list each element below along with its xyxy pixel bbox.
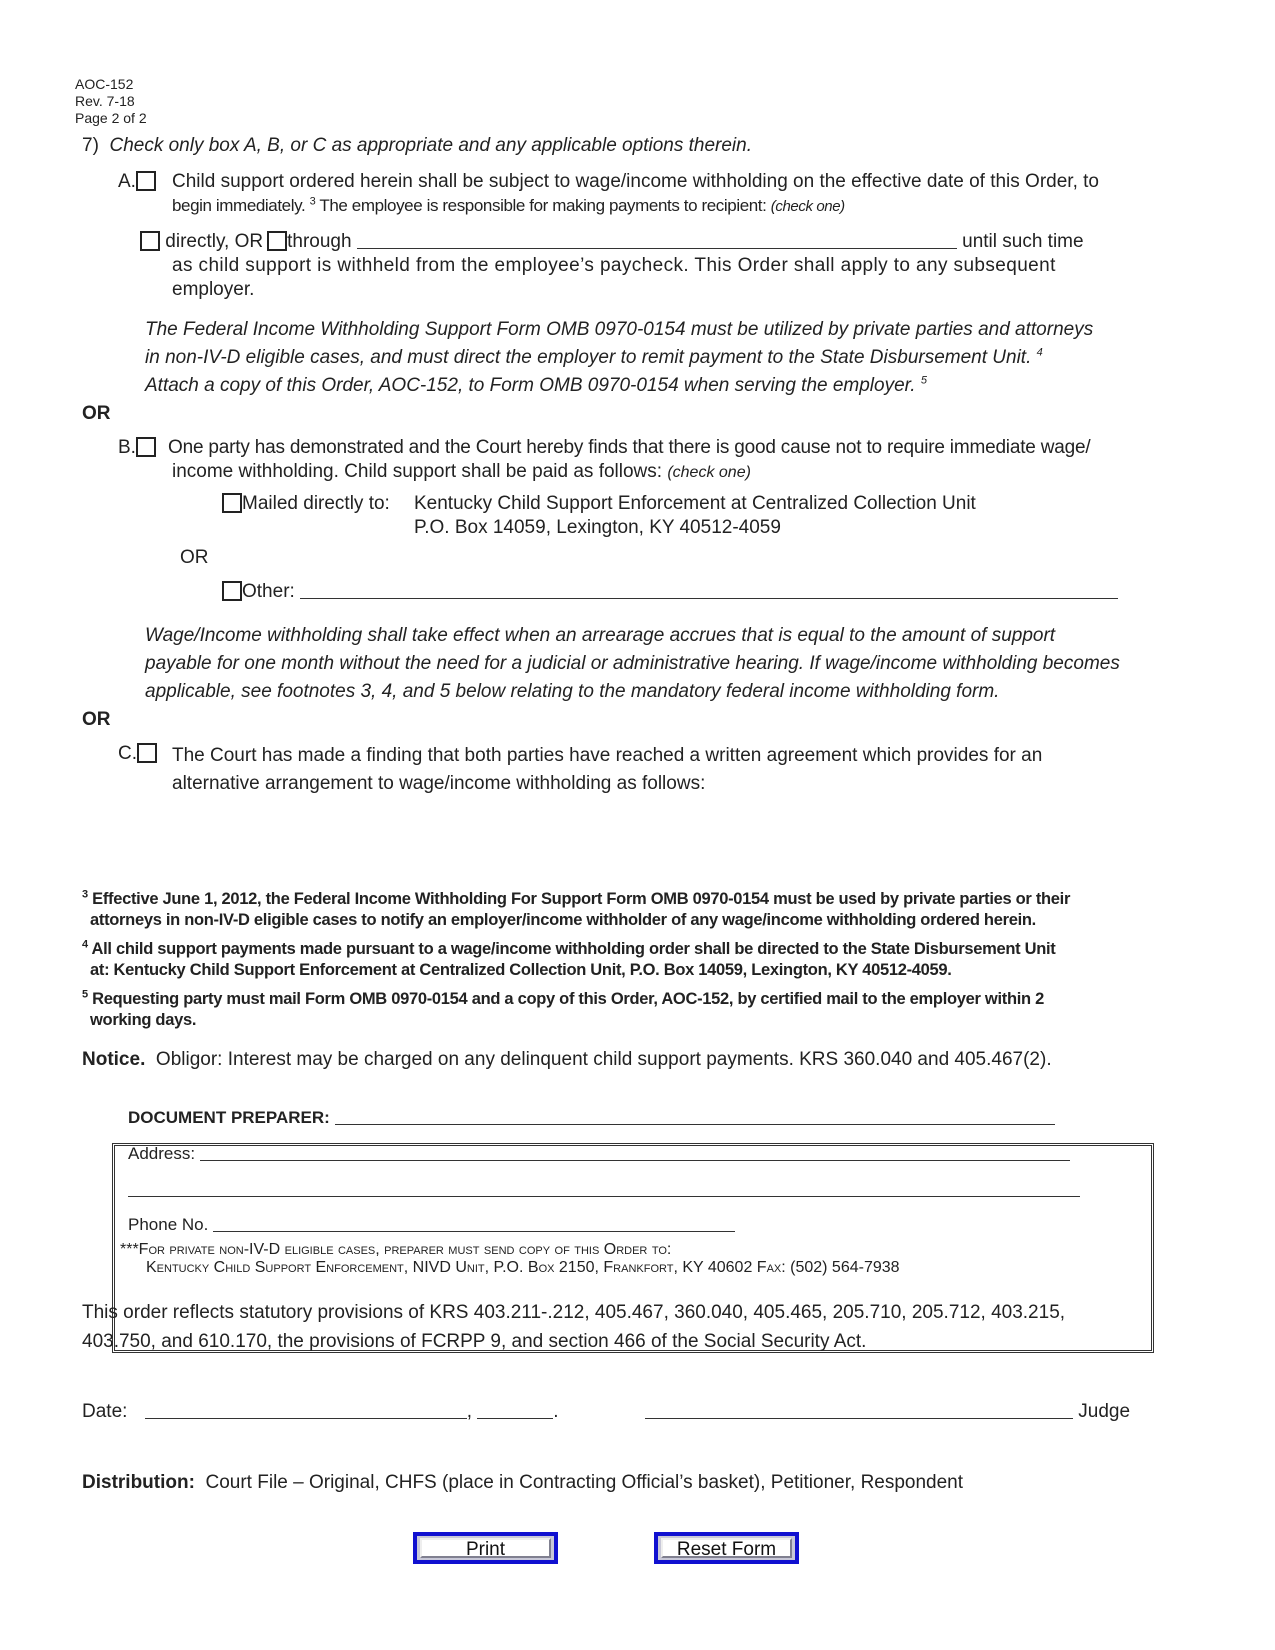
note-line: applicable, see footnotes 3, 4, and 5 below relating to the mandatory federal income withholding form. — [145, 681, 1000, 702]
option-b-line2 — [172, 460, 751, 485]
check-one-hint: (check one) — [770, 198, 845, 215]
option-b-note — [145, 622, 1120, 706]
note-line: ***For private non-IV-D eligible cases, preparer must send copy of this Order to: — [120, 1241, 672, 1258]
option-a-note — [145, 316, 1093, 400]
until-text: until such time — [962, 231, 1084, 252]
mailed-directly-checkbox[interactable] — [222, 493, 242, 513]
phone-label: Phone No. — [128, 1215, 209, 1234]
note-line — [145, 372, 1093, 400]
date-label: Date: — [82, 1401, 128, 1422]
form-id: AOC-152 — [75, 76, 134, 92]
text-line: alternative arrangement to wage/income withholding as follows: — [172, 773, 706, 794]
option-c-label: C. — [118, 743, 137, 764]
text: Attach a copy of this Order, AOC-152, to Form OMB 0970-0154 when serving the employer. — [145, 375, 916, 396]
note-line — [145, 344, 1093, 372]
mailed-directly-label: Mailed directly to: — [242, 493, 390, 514]
year-field[interactable] — [477, 1400, 553, 1419]
preparer-address-field-2[interactable] — [128, 1178, 1080, 1197]
option-b-label: B. — [118, 437, 136, 458]
text: in non-IV-D eligible cases, and must direct the employer to remit payment to the State Disbursement Unit. — [145, 347, 1032, 368]
option-a-line4: as child support is withheld from the employee’s paycheck. This Order shall apply to any subsequent — [172, 255, 1056, 276]
text: All child support payments made pursuant to a wage/income withholding order shall be directed to the State Disbursement Unit — [91, 940, 1056, 958]
judge-signature-field[interactable] — [645, 1400, 1073, 1419]
date-row — [82, 1400, 559, 1424]
distribution-text: Court File – Original, CHFS (place in Contracting Official’s basket), Petitioner, Respondent — [205, 1472, 964, 1493]
preparer-phone-field[interactable] — [213, 1213, 735, 1232]
instruction-text: Check only box A, B, or C as appropriate and any applicable options therein. — [109, 135, 752, 156]
option-c-checkbox[interactable] — [137, 743, 157, 763]
notice — [82, 1048, 1052, 1072]
check-one-hint: (check one) — [667, 464, 751, 481]
preparer-address-row-2 — [128, 1178, 1080, 1200]
date-field[interactable] — [145, 1400, 467, 1419]
section-7-instruction — [82, 134, 752, 158]
or-separator-1: OR — [82, 403, 111, 424]
through-label: through — [287, 231, 352, 252]
note-line: The Federal Income Withholding Support Form OMB 0970-0154 must be utilized by private parties and attorneys — [145, 319, 1094, 340]
notice-label: Notice. — [82, 1049, 146, 1070]
preparer-title: DOCUMENT PREPARER: — [128, 1108, 330, 1127]
address-line: Kentucky Child Support Enforcement at Centralized Collection Unit — [414, 493, 976, 514]
preparer-name-field[interactable] — [335, 1106, 1055, 1125]
form-header — [75, 76, 147, 127]
text: at: Kentucky Child Support Enforcement at Centralized Collection Unit, P.O. Box 14059, Lexington, KY 40512-4059. — [90, 961, 952, 979]
option-b-or: OR — [180, 547, 209, 568]
statutory-provisions — [82, 1298, 1065, 1356]
option-b-checkbox[interactable] — [136, 437, 156, 457]
other-row — [222, 580, 1118, 604]
option-a-line2 — [172, 196, 845, 216]
option-c-text — [172, 742, 1042, 798]
mailed-directly-row — [222, 492, 390, 516]
option-c-arrangement-field[interactable] — [172, 805, 1132, 875]
footnote-ref: 5 — [920, 374, 927, 387]
preparer-address-field[interactable] — [200, 1142, 1070, 1161]
or-separator-2: OR — [82, 709, 111, 730]
option-b-row — [118, 436, 156, 460]
option-a-row — [118, 170, 156, 194]
option-c-row — [118, 742, 157, 766]
footnote-ref: 4 — [1036, 346, 1043, 359]
note-line: Wage/Income withholding shall take effect when an arrearage accrues that is equal to the amount of support — [145, 625, 1056, 646]
distribution — [82, 1471, 963, 1495]
distribution-label: Distribution: — [82, 1472, 195, 1493]
footnote-number: 3 — [82, 888, 88, 901]
text: The employee is responsible for making payments to recipient: — [315, 196, 771, 215]
text: attorneys in non-IV-D eligible cases to notify an employer/income withholder of any wage/income withholding ordered herein. — [90, 911, 1036, 929]
text-line: This order reflects statutory provisions of KRS 403.211-.212, 405.467, 360.040, 405.465, 205.710, 205.712, 403.215, — [82, 1302, 1066, 1323]
mailed-address — [414, 492, 976, 540]
other-field[interactable] — [300, 580, 1118, 599]
footnote-4 — [82, 939, 1055, 981]
preparer-note — [120, 1241, 900, 1277]
address-line: P.O. Box 14059, Lexington, KY 40512-4059 — [414, 517, 781, 538]
notice-text: Obligor: Interest may be charged on any delinquent child support payments. KRS 360.040 and 405.467(2). — [155, 1049, 1052, 1070]
preparer-address-row — [128, 1142, 1070, 1164]
text-line: The Court has made a finding that both parties have reached a written agreement which provides for an — [172, 745, 1043, 766]
footnote-ref: 3 — [309, 195, 316, 208]
judge-row — [645, 1400, 1130, 1424]
print-button-label: Print — [420, 1538, 551, 1558]
text: Effective June 1, 2012, the Federal Income Withholding For Support Form OMB 0970-0154 must be used by private parties or their — [92, 890, 1071, 908]
other-label: Other: — [242, 581, 295, 602]
footnote-number: 4 — [82, 938, 88, 951]
option-a-line5: employer. — [172, 279, 255, 300]
print-button[interactable] — [413, 1532, 558, 1564]
note-line: Kentucky Child Support Enforcement, NIVD Unit, P.O. Box 2150, Frankfort, KY 40602 Fax: (502) 564-7938 — [146, 1259, 900, 1276]
other-checkbox[interactable] — [222, 581, 242, 601]
footnote-5 — [82, 989, 1044, 1031]
option-a-label: A. — [118, 171, 136, 192]
text: working days. — [90, 1011, 197, 1029]
text: Requesting party must mail Form OMB 0970-0154 and a copy of this Order, AOC-152, by certified mail to the employer within 2 — [92, 990, 1044, 1008]
directly-checkbox[interactable] — [140, 231, 160, 251]
preparer-phone-row — [128, 1213, 735, 1235]
reset-form-button[interactable] — [654, 1532, 799, 1564]
form-revision: Rev. 7-18 — [75, 93, 135, 109]
text-line: 403.750, and 610.170, the provisions of FCRPP 9, and section 466 of the Social Security Act. — [82, 1331, 867, 1352]
note-line: payable for one month without the need for a judicial or administrative hearing. If wage/income withholding becomes — [145, 653, 1120, 674]
option-a-checkbox[interactable] — [136, 171, 156, 191]
through-checkbox[interactable] — [267, 231, 287, 251]
preparer-name-row — [128, 1106, 1055, 1128]
period: . — [553, 1401, 559, 1422]
option-a-payment-row — [140, 230, 1132, 254]
reset-button-label: Reset Form — [661, 1538, 792, 1558]
comma: , — [466, 1401, 472, 1422]
page-number: Page 2 of 2 — [75, 110, 147, 126]
text: begin immediately. — [172, 196, 306, 215]
section-number: 7) — [82, 135, 99, 156]
judge-label: Judge — [1078, 1401, 1131, 1422]
through-field[interactable] — [357, 230, 957, 249]
address-label: Address: — [128, 1144, 196, 1163]
directly-label: directly, OR — [165, 231, 264, 252]
option-a-line1: Child support ordered herein shall be subject to wage/income withholding on the effective date of this Order, to — [172, 171, 1099, 192]
text: income withholding. Child support shall be paid as follows: — [172, 461, 668, 482]
option-b-line1: One party has demonstrated and the Court hereby finds that there is good cause not to require immediate wage/ — [168, 437, 1091, 458]
footnote-3 — [82, 889, 1070, 931]
footnote-number: 5 — [82, 988, 88, 1001]
